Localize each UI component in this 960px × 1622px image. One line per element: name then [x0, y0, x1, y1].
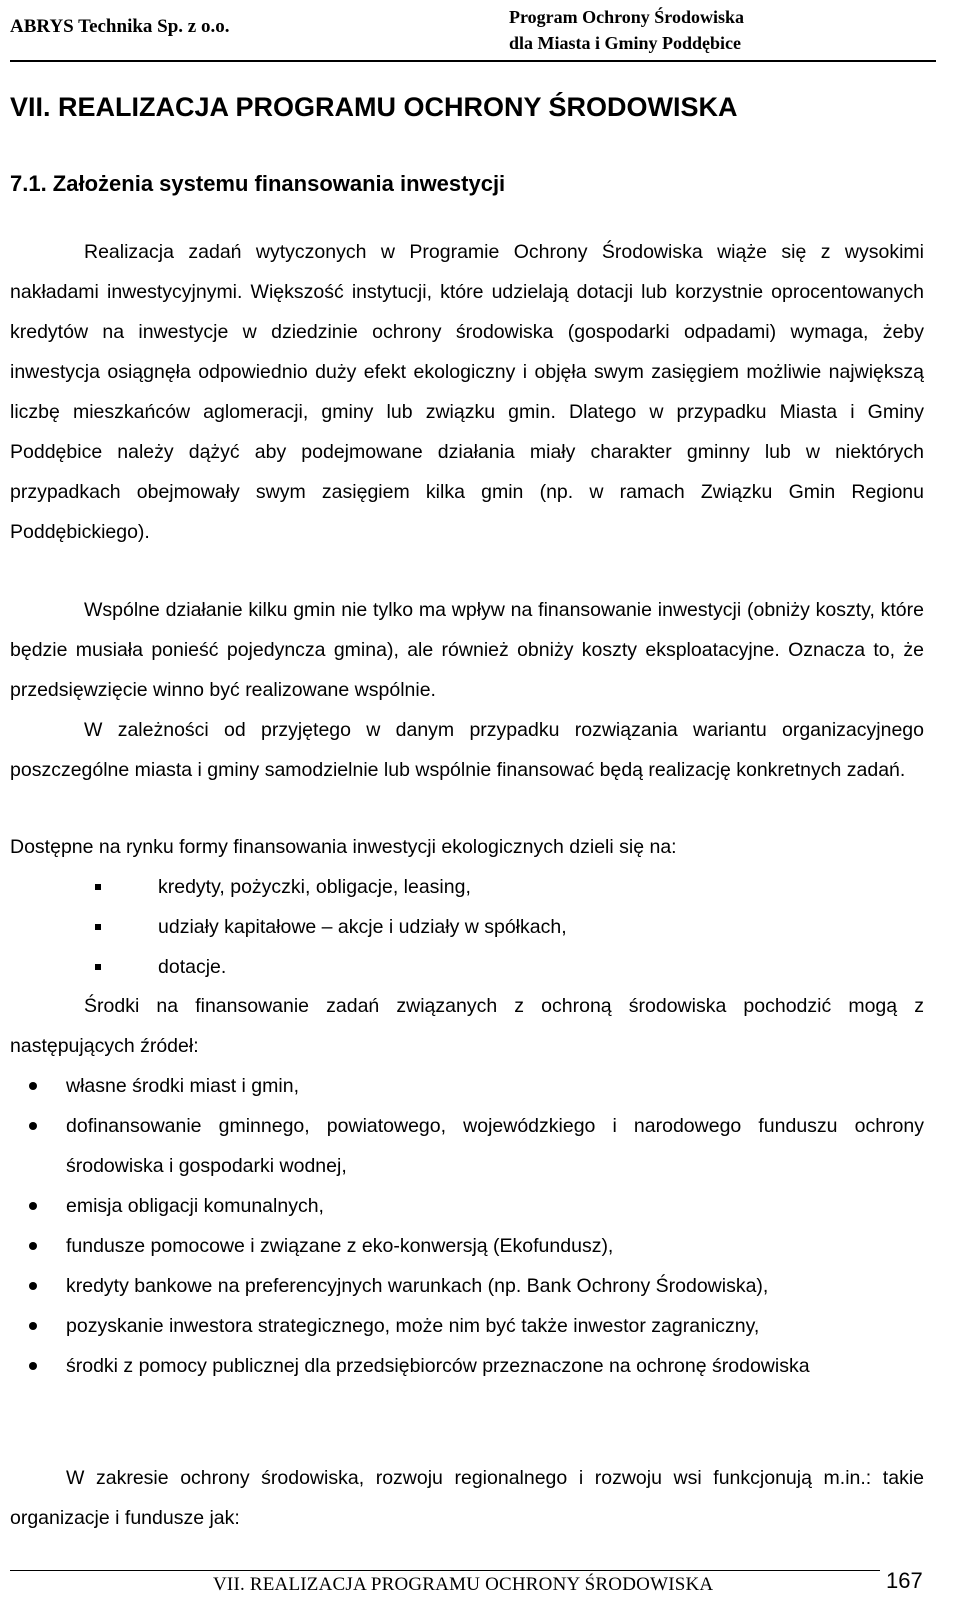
- list-item: dofinansowanie gminnego, powiatowego, wojewódzkiego i narodowego funduszu ochrony środowiska i gospodarki wodnej,: [10, 1106, 924, 1186]
- list-item: środki z pomocy publicznej dla przedsiębiorców przeznaczone na ochronę środowiska: [10, 1346, 924, 1386]
- page-header: [10, 4, 936, 62]
- round-bullet-icon: [29, 1122, 37, 1130]
- program-title-line2: dla Miasta i Gminy Poddębice: [508, 33, 741, 53]
- paragraph-sources-intro: Środki na finansowanie zadań związanych z ochroną środowiska pochodzić mogą z następujących źródeł:: [10, 995, 924, 1057]
- round-bullet-icon: [29, 1362, 37, 1370]
- program-title: [509, 4, 744, 56]
- list-item: pozyskanie inwestora strategicznego, może nim być także inwestor zagraniczny,: [10, 1306, 924, 1346]
- square-bullet-icon: [95, 924, 101, 930]
- program-title-line1: Program Ochrony Środowiska: [508, 7, 744, 27]
- footer-chapter-title: VII. REALIZACJA PROGRAMU OCHRONY ŚRODOWISKA: [213, 1574, 714, 1595]
- list-item: kredyty bankowe na preferencyjnych warunkach (np. Bank Ochrony Środowiska),: [10, 1266, 924, 1306]
- list-item: kredyty, pożyczki, obligacje, leasing,: [10, 867, 924, 907]
- paragraph-investment-requirements: Realizacja zadań wytyczonych w Programie Ochrony Środowiska wiąże się z wysokimi nakładami inwestycyjnymi. Większość instytucji, które udzielają dotacji lub korzystnie oprocentowanych kredytów na inwestycje w dziedzinie ochrony środowiska (gospodarki odpadami) wymaga, żeby inwestycja osiągnęła odpowiednio duży efekt ekologiczny i objęła swym zasięgiem możliwie największą liczbę mieszkańców aglomeracji, gminy lub związku gmin. Dlatego w przypadku Miasta i Gminy Poddębice należy dążyć aby podejmowane działania miały charakter gminny lub w niektórych przypadkach obejmowały swym zasięgiem kilka gmin (np. w ramach Związku Gmin Regionu Poddębickiego).: [10, 241, 924, 543]
- company-name: ABRYS Technika Sp. z o.o.: [10, 16, 230, 37]
- funding-sources-list: [10, 1066, 924, 1386]
- paragraph-financing-forms-intro: Dostępne na rynku formy finansowania inwestycji ekologicznych dzieli się na:: [10, 836, 677, 858]
- page-number: 167: [886, 1568, 923, 1593]
- list-item: udziały kapitałowe – akcje i udziały w spółkach,: [10, 907, 924, 947]
- list-item: fundusze pomocowe i związane z eko-konwersją (Ekofundusz),: [10, 1226, 924, 1266]
- section-title: 7.1. Założenia systemu finansowania inwestycji: [10, 171, 506, 196]
- square-bullet-icon: [95, 964, 101, 970]
- footer-divider: [10, 1570, 880, 1571]
- financing-forms-list: [10, 867, 924, 987]
- paragraph-joint-action: Wspólne działanie kilku gmin nie tylko ma wpływ na finansowanie inwestycji (obniży koszty, które będzie musiała ponieść pojedyncza gmina), ale również obniży koszty eksploatacyjne. Oznacza to, że przedsięwzięcie winno być realizowane wspólnie.: [10, 599, 924, 701]
- round-bullet-icon: [29, 1322, 37, 1330]
- chapter-title: VII. REALIZACJA PROGRAMU OCHRONY ŚRODOWISKA: [10, 92, 738, 122]
- round-bullet-icon: [29, 1242, 37, 1250]
- paragraph-organizational-variant: W zależności od przyjętego w danym przypadku rozwiązania wariantu organizacyjnego poszczególne miasta i gminy samodzielnie lub wspólnie finansować będą realizację konkretnych zadań.: [10, 719, 924, 781]
- round-bullet-icon: [29, 1202, 37, 1210]
- square-bullet-icon: [95, 884, 101, 890]
- paragraph-organizations-intro: W zakresie ochrony środowiska, rozwoju regionalnego i rozwoju wsi funkcjonują m.in.: takie organizacje i fundusze jak:: [10, 1467, 924, 1529]
- round-bullet-icon: [29, 1282, 37, 1290]
- list-item: emisja obligacji komunalnych,: [10, 1186, 924, 1226]
- round-bullet-icon: [29, 1082, 37, 1090]
- list-item: własne środki miast i gmin,: [10, 1066, 924, 1106]
- list-item: dotacje.: [10, 947, 924, 987]
